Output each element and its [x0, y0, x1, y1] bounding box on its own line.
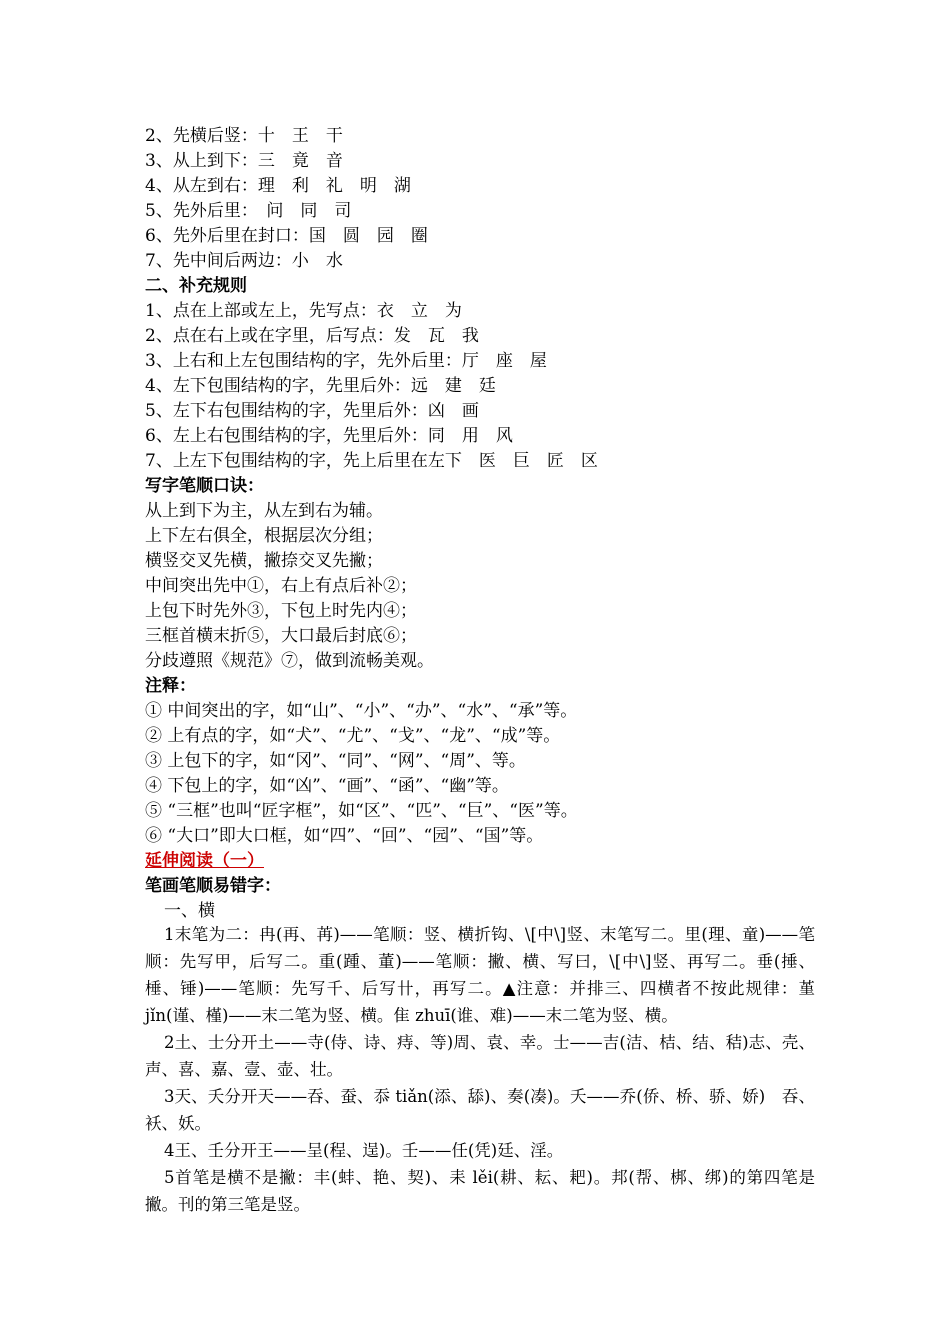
rhyme-line: 上包下时先外③，下包上时先内④； [145, 601, 417, 621]
paragraph-4: 4王、壬分开王——呈(程、逞)。壬——任(凭)廷、淫。 [164, 1141, 564, 1160]
notes-heading: 注释： [145, 676, 196, 696]
paragraph-1: 1末笔为二：冉(再、苒)——笔顺：竖、横折钩、\[中\]竖、末笔写二。里(理、童)——笔顺：先写甲，后写二。重(踵、董)——笔顺：撇、横、写曰，\[中\]竖、再写二。垂(捶、棰、锤)——笔顺：先写千、后写卄，再写二。▲注意：并排三、四横者不按此规律：堇 jǐn(谨、槿)——末二笔为竖、横。隹 zhuī(谁、难)——末二笔为竖、横。 [145, 925, 815, 1025]
rule-4: 4、从左到右：理 利 礼 明 湖 [145, 176, 411, 196]
extended-reading-heading [145, 849, 815, 874]
error-prone-paragraphs [145, 921, 815, 1218]
rhyme-line: 上下左右俱全，根据层次分组； [145, 526, 383, 546]
paragraph-2: 2土、士分开土——寺(侍、诗、痔、等)周、袁、幸。士——吉(洁、桔、结、秸)志、壳、声、喜、嘉、壹、壶、壮。 [145, 1033, 815, 1079]
rule-7: 7、先中间后两边：小 水 [145, 251, 343, 271]
note-item: ④ 下包上的字，如“凶”、“画”、“函”、“幽”等。 [145, 776, 509, 796]
rhyme-line: 三框首横末折⑤，大口最后封底⑥； [145, 626, 417, 646]
supplement-rule-1: 1、点在上部或左上，先写点：衣 立 为 [145, 301, 462, 321]
supplement-rule-6: 6、左上右包围结构的字，先里后外：同 用 风 [145, 426, 513, 446]
section-heading-heng: 一、横 [164, 901, 215, 921]
stroke-order-rules [145, 124, 815, 924]
rhyme-line: 从上到下为主，从左到右为辅。 [145, 501, 383, 521]
paragraph-3: 3天、夭分开天——吞、蚕、忝 tiǎn(添、舔)、奏(凑)。夭——乔(侨、桥、骄、娇) 吞、袄、妖。 [145, 1087, 815, 1133]
supplement-rule-4: 4、左下包围结构的字，先里后外：远 建 廷 [145, 376, 496, 396]
rule-2: 2、先横后竖：十 王 干 [145, 126, 343, 146]
extended-reading-link[interactable]: 延伸阅读（一） [145, 851, 264, 871]
paragraph-5: 5首笔是横不是撇：丰(蚌、艳、契)、耒 lěi(耕、耘、耙)。邦(帮、梆、绑)的第四笔是撇。刊的第三笔是竖。 [145, 1168, 815, 1214]
rhyme-line: 分歧遵照《规范》⑦，做到流畅美观。 [145, 651, 434, 671]
supplement-rule-2: 2、点在右上或在字里，后写点：发 瓦 我 [145, 326, 479, 346]
rule-6: 6、先外后里在封口：国 圆 园 圈 [145, 226, 428, 246]
supplement-heading: 二、补充规则 [145, 276, 247, 296]
rhyme-heading: 写字笔顺口诀： [145, 476, 264, 496]
note-item: ③ 上包下的字，如“冈”、“同”、“网”、“周”、等。 [145, 751, 526, 771]
rhyme-line: 横竖交叉先横，撇捺交叉先撇； [145, 551, 383, 571]
rhyme-line: 中间突出先中①，右上有点后补②； [145, 576, 417, 596]
supplement-rule-3: 3、上右和上左包围结构的字，先外后里：厅 座 屋 [145, 351, 547, 371]
error-prone-heading: 笔画笔顺易错字： [145, 876, 281, 896]
note-item: ⑥ “大口”即大口框，如“四”、“回”、“园”、“国”等。 [145, 826, 544, 846]
supplement-rule-5: 5、左下右包围结构的字，先里后外：凶 画 [145, 401, 479, 421]
rule-5: 5、先外后里： 问 同 司 [145, 201, 352, 221]
note-item: ① 中间突出的字，如“山”、“小”、“办”、“水”、“承”等。 [145, 701, 578, 721]
rule-3: 3、从上到下：三 竟 音 [145, 151, 343, 171]
note-item: ⑤ “三框”也叫“匠字框”，如“区”、“匹”、“巨”、“医”等。 [145, 801, 578, 821]
note-item: ② 上有点的字，如“犬”、“尤”、“戈”、“龙”、“成”等。 [145, 726, 561, 746]
supplement-rule-7: 7、上左下包围结构的字，先上后里在左下 医 巨 匠 区 [145, 451, 598, 471]
